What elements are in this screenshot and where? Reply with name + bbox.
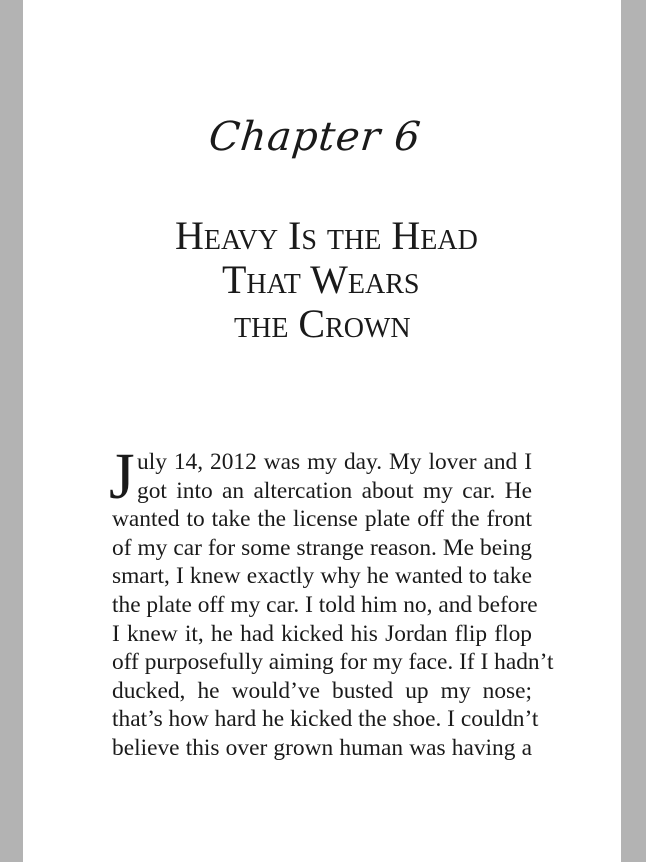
drop-cap: J bbox=[109, 440, 135, 513]
book-page bbox=[23, 0, 621, 862]
body-line: of my car for some strange reason. Me being bbox=[112, 534, 532, 561]
body-paragraph bbox=[109, 440, 554, 763]
body-line: smart, I knew exactly why he wanted to take bbox=[112, 563, 532, 590]
chapter-title-line: the Crown bbox=[234, 301, 411, 346]
body-line: I knew it, he had kicked his Jordan flip flop bbox=[112, 620, 532, 647]
body-line: wanted to take the license plate off the front bbox=[112, 506, 532, 533]
body-line: got into an altercation about my car. He bbox=[137, 477, 532, 504]
body-line: believe this over grown human was having a bbox=[112, 734, 532, 761]
body-line: uly 14, 2012 was my day. My lover and I bbox=[137, 449, 532, 475]
body-line: the plate off my car. I told him no, and before bbox=[112, 591, 538, 618]
body-line: off purposefully aiming for my face. If I hadn’t bbox=[112, 649, 554, 676]
chapter-label: Chapter 6 bbox=[206, 114, 424, 160]
chapter-title-line: Heavy Is the Head bbox=[175, 213, 478, 258]
body-line: that’s how hard he kicked the shoe. I couldn’t bbox=[112, 706, 539, 733]
chapter-title-line: That Wears bbox=[222, 257, 420, 302]
body-line: ducked, he would’ve busted up my nose; bbox=[112, 677, 532, 704]
